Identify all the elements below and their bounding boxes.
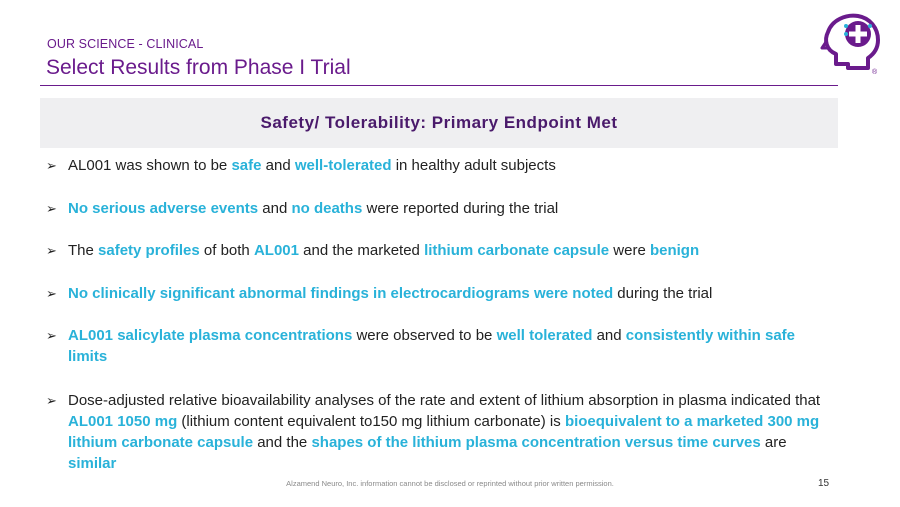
head-brain-cross-icon: [818, 10, 884, 78]
footer-disclaimer: Alzamend Neuro, Inc. information cannot be disclosed or reprinted without prior written permission.: [286, 479, 614, 488]
highlight-text: similar: [68, 455, 117, 472]
highlight-text: lithium carbonate capsule: [424, 242, 610, 259]
highlight-text: shapes of the lithium plasma concentration versus time curves: [311, 434, 761, 451]
banner-title: Safety/ Tolerability: Primary Endpoint Met: [260, 113, 618, 132]
bullet-item: [46, 198, 826, 219]
highlight-text: safe: [231, 157, 262, 174]
bullet-text: and: [592, 327, 626, 344]
title-divider: [40, 85, 838, 86]
bullet-text: AL001 was shown to be: [68, 157, 232, 174]
page-eyebrow: OUR SCIENCE - CLINICAL: [47, 37, 204, 51]
bullet-arrow-icon: ➢: [46, 286, 57, 301]
highlight-text: bioequivalent to a marketed 300 mg lithium carbonate capsule: [68, 413, 820, 451]
bullet-text: and the: [253, 434, 312, 451]
bullet-item: [46, 390, 826, 474]
page-title: Select Results from Phase I Trial: [46, 56, 351, 79]
bullet-arrow-icon: ➢: [46, 201, 57, 216]
bullet-text: The: [68, 242, 99, 259]
bullet-text: (lithium content equivalent to150 mg lithium carbonate) is: [177, 413, 565, 430]
bullet-text: Dose-adjusted relative bioavailability analyses of the rate and extent of lithium absorption in plasma indicated that: [68, 392, 821, 409]
bullet-text: and the marketed: [298, 242, 425, 259]
highlight-text: AL001 salicylate plasma concentrations: [68, 327, 353, 344]
registered-mark: ®: [872, 69, 878, 76]
highlight-text: well-tolerated: [294, 157, 392, 174]
bullet-item: [46, 283, 826, 304]
bullet-text: during the trial: [613, 285, 713, 302]
highlight-text: consistently within safe limits: [68, 327, 796, 365]
highlight-text: No clinically significant abnormal findings in electrocardiograms were noted: [68, 285, 614, 302]
highlight-text: no deaths: [291, 200, 363, 217]
bullet-arrow-icon: ➢: [46, 243, 57, 258]
page-number: 15: [818, 478, 830, 489]
bullet-text: were observed to be: [352, 327, 497, 344]
bullet-arrow-icon: ➢: [46, 158, 57, 173]
highlight-text: benign: [649, 242, 700, 259]
bullet-text: of both: [199, 242, 254, 259]
bullet-item: [46, 240, 826, 261]
highlight-text: AL001: [253, 242, 299, 259]
highlight-text: well tolerated: [496, 327, 593, 344]
highlight-text: safety profiles: [98, 242, 200, 259]
bullet-text: in healthy adult subjects: [391, 157, 556, 174]
highlight-text: AL001 1050 mg: [68, 413, 178, 430]
bullet-text: and: [258, 200, 292, 217]
bullet-arrow-icon: ➢: [46, 328, 57, 343]
highlight-text: No serious adverse events: [68, 200, 259, 217]
bullet-arrow-icon: ➢: [46, 393, 57, 408]
bullet-text: and: [261, 157, 295, 174]
bullet-text: are: [760, 434, 787, 451]
bullet-item: [46, 325, 826, 367]
bullet-text: were: [609, 242, 650, 259]
section-banner: [40, 98, 838, 148]
bullet-item: [46, 155, 826, 176]
bullet-text: were reported during the trial: [362, 200, 559, 217]
